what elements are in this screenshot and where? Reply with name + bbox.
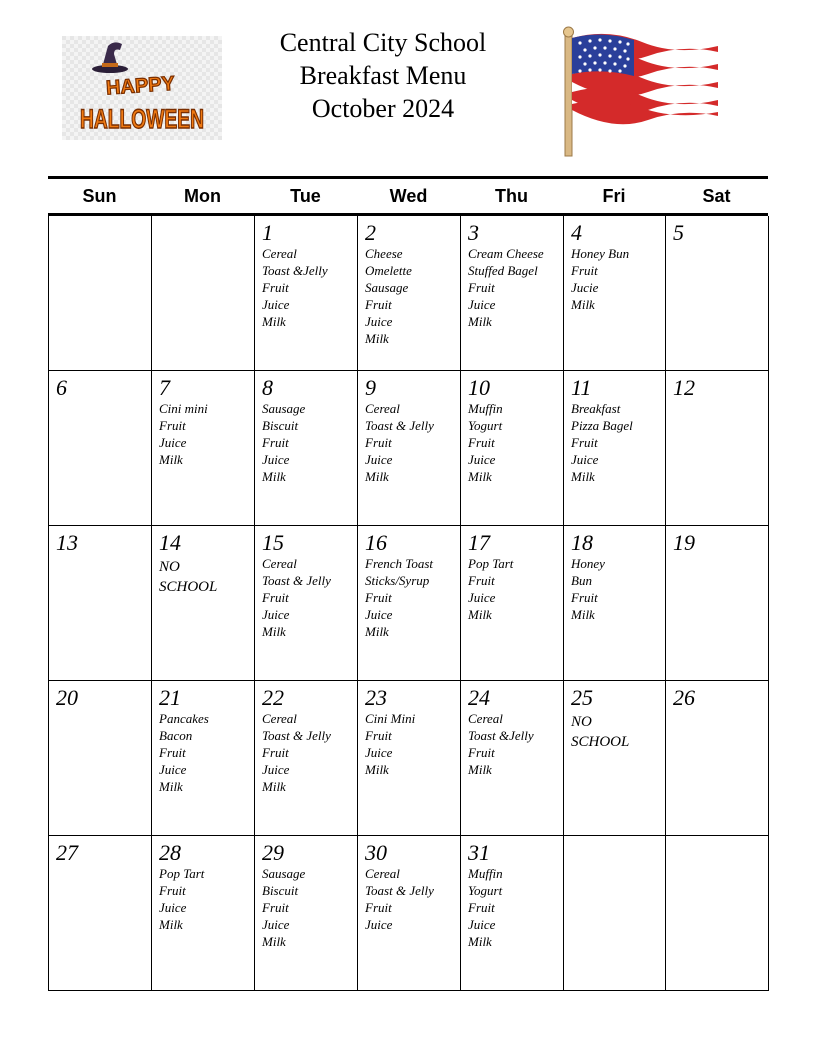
day-number: 11 — [571, 375, 592, 400]
menu-item: French Toast — [365, 556, 434, 571]
menu-item: Juice — [365, 917, 393, 932]
menu-item: Fruit — [468, 280, 495, 295]
menu-item: Cereal — [365, 401, 400, 416]
menu-item: Milk — [262, 469, 286, 484]
calendar-day-cell — [49, 681, 152, 836]
menu-item: Toast &Jelly — [262, 263, 328, 278]
menu-items — [262, 555, 351, 640]
day-number: 6 — [56, 375, 67, 400]
weekday-thu: Thu — [495, 185, 528, 206]
breakfast-calendar — [48, 176, 768, 991]
menu-item: Milk — [159, 779, 183, 794]
menu-items — [159, 710, 248, 795]
day-number: 23 — [365, 685, 387, 710]
menu-item: Juice — [468, 590, 496, 605]
menu-items — [365, 245, 454, 347]
menu-item: Cereal — [468, 711, 503, 726]
menu-item: Fruit — [365, 728, 392, 743]
menu-items — [365, 710, 454, 778]
menu-item: Cini mini — [159, 401, 208, 416]
menu-item: SCHOOL — [159, 579, 218, 595]
menu-item: Fruit — [262, 435, 289, 450]
menu-item: Sticks/Syrup — [365, 573, 430, 588]
menu-item: Toast &Jelly — [468, 728, 534, 743]
menu-item: Fruit — [159, 418, 186, 433]
page-title — [250, 26, 516, 125]
calendar-day-cell — [666, 526, 769, 681]
menu-item: Milk — [262, 314, 286, 329]
menu-item: Milk — [468, 469, 492, 484]
day-number: 26 — [673, 685, 695, 710]
menu-items — [571, 712, 659, 752]
menu-item: Juice — [262, 607, 290, 622]
calendar-day-cell — [152, 371, 255, 526]
calendar-day-cell — [152, 681, 255, 836]
day-number: 3 — [468, 220, 479, 245]
menu-item: Fruit — [365, 900, 392, 915]
calendar-day-cell — [49, 526, 152, 681]
calendar-day-cell — [666, 681, 769, 836]
menu-item: Biscuit — [262, 883, 299, 898]
menu-item: Milk — [159, 917, 183, 932]
title-line-menu: Breakfast Menu — [299, 61, 467, 90]
menu-item: Juice — [365, 607, 393, 622]
title-line-school: Central City School — [279, 28, 487, 57]
menu-item: Toast & Jelly — [365, 418, 434, 433]
menu-items — [571, 400, 659, 485]
day-number: 7 — [159, 375, 170, 400]
menu-item: Juice — [262, 762, 290, 777]
calendar-day-cell — [461, 681, 564, 836]
calendar-day-cell — [255, 526, 358, 681]
menu-items — [159, 400, 248, 468]
menu-item: Toast & Jelly — [365, 883, 434, 898]
menu-item: Fruit — [365, 435, 392, 450]
menu-item: Fruit — [571, 263, 598, 278]
menu-item: Juice — [468, 917, 496, 932]
menu-item: Fruit — [468, 573, 495, 588]
calendar-day-cell — [358, 216, 461, 371]
menu-item: Milk — [468, 762, 492, 777]
menu-item: Juice — [571, 452, 599, 467]
menu-item: Juice — [159, 762, 187, 777]
title-line-month: October 2024 — [311, 94, 455, 123]
menu-item: Bun — [571, 573, 592, 588]
menu-item: Fruit — [571, 435, 598, 450]
menu-item: Fruit — [365, 297, 392, 312]
menu-item: Sausage — [262, 401, 306, 416]
calendar-day-cell — [461, 526, 564, 681]
menu-items — [468, 400, 557, 485]
day-number: 22 — [262, 685, 284, 710]
menu-item: Sausage — [262, 866, 306, 881]
day-number: 9 — [365, 375, 376, 400]
menu-item: Muffin — [468, 866, 503, 881]
menu-item: Fruit — [468, 435, 495, 450]
menu-item: Cheese — [365, 246, 403, 261]
menu-item: Fruit — [262, 280, 289, 295]
day-number: 17 — [468, 530, 490, 555]
day-number: 27 — [56, 840, 78, 865]
day-number: 24 — [468, 685, 490, 710]
menu-item: Juice — [262, 297, 290, 312]
menu-item: Fruit — [468, 900, 495, 915]
menu-items — [468, 710, 557, 778]
menu-items — [159, 865, 248, 933]
menu-items — [159, 557, 248, 597]
calendar-day-cell — [255, 371, 358, 526]
calendar-day-cell — [255, 681, 358, 836]
menu-item: Pizza Bagel — [571, 418, 633, 433]
menu-items — [262, 710, 351, 795]
menu-items — [468, 865, 557, 950]
day-number: 2 — [365, 220, 376, 245]
menu-item: Juice — [262, 917, 290, 932]
menu-item: Yogurt — [468, 418, 503, 433]
menu-item: Bacon — [159, 728, 193, 743]
calendar-day-cell — [358, 681, 461, 836]
menu-item: Muffin — [468, 401, 503, 416]
day-number: 31 — [468, 840, 490, 865]
weekday-fri: Fri — [602, 185, 626, 206]
menu-item: Cereal — [262, 246, 297, 261]
menu-item: Fruit — [365, 590, 392, 605]
menu-item: Pop Tart — [468, 556, 514, 571]
menu-items — [365, 865, 454, 933]
weekday-header-row — [48, 176, 768, 216]
calendar-day-cell — [358, 526, 461, 681]
menu-item: Yogurt — [468, 883, 503, 898]
calendar-empty-cell — [564, 836, 666, 991]
menu-items — [468, 245, 557, 330]
calendar-empty-cell — [49, 216, 152, 371]
menu-item: Juice — [159, 900, 187, 915]
menu-item: Milk — [262, 624, 286, 639]
menu-item: Milk — [262, 934, 286, 949]
menu-item: Milk — [468, 314, 492, 329]
menu-item: Milk — [571, 297, 595, 312]
calendar-day-cell — [461, 836, 564, 991]
weekday-sat: Sat — [702, 185, 731, 206]
menu-item: Cereal — [365, 866, 400, 881]
menu-item: Juice — [262, 452, 290, 467]
calendar-day-cell — [461, 371, 564, 526]
menu-item: Toast & Jelly — [262, 728, 331, 743]
menu-item: Milk — [262, 779, 286, 794]
menu-item: Cereal — [262, 711, 297, 726]
day-number: 13 — [56, 530, 78, 555]
menu-item: Milk — [365, 762, 389, 777]
menu-item: Honey — [571, 556, 605, 571]
menu-item: Fruit — [262, 745, 289, 760]
menu-item: Milk — [571, 607, 595, 622]
menu-item: Fruit — [159, 745, 186, 760]
menu-item: Juice — [365, 745, 393, 760]
calendar-day-cell — [461, 216, 564, 371]
menu-item: Juice — [159, 435, 187, 450]
day-number: 15 — [262, 530, 284, 555]
svg-text:HALLOWEEN: HALLOWEEN — [80, 104, 204, 134]
calendar-day-cell — [564, 371, 666, 526]
day-number: 4 — [571, 220, 582, 245]
menu-item: NO — [159, 559, 180, 575]
calendar-day-cell — [564, 526, 666, 681]
calendar-day-cell — [666, 216, 769, 371]
menu-item: NO — [571, 714, 592, 730]
menu-item: Juice — [365, 314, 393, 329]
menu-item: Fruit — [262, 900, 289, 915]
calendar-day-cell — [564, 681, 666, 836]
day-number: 12 — [673, 375, 695, 400]
menu-item: Juice — [468, 297, 496, 312]
menu-item: Milk — [468, 607, 492, 622]
day-number: 20 — [56, 685, 78, 710]
menu-items — [571, 555, 659, 623]
menu-items — [468, 555, 557, 623]
day-number: 8 — [262, 375, 273, 400]
day-number: 29 — [262, 840, 284, 865]
day-number: 10 — [468, 375, 490, 400]
day-number: 16 — [365, 530, 387, 555]
menu-item: Milk — [365, 624, 389, 639]
calendar-empty-cell — [152, 216, 255, 371]
menu-item: Breakfast — [571, 401, 621, 416]
menu-item: SCHOOL — [571, 734, 630, 750]
calendar-day-cell — [152, 836, 255, 991]
day-number: 30 — [365, 840, 387, 865]
calendar-day-cell — [564, 216, 666, 371]
menu-item: Fruit — [468, 745, 495, 760]
calendar-day-cell — [255, 216, 358, 371]
day-number: 1 — [262, 220, 273, 245]
menu-items — [365, 400, 454, 485]
menu-items — [571, 245, 659, 313]
menu-item: Milk — [571, 469, 595, 484]
menu-item: Pancakes — [159, 711, 209, 726]
calendar-day-cell — [358, 836, 461, 991]
menu-item: Biscuit — [262, 418, 299, 433]
menu-item: Fruit — [262, 590, 289, 605]
calendar-day-cell — [49, 836, 152, 991]
weekday-tue: Tue — [290, 185, 321, 206]
calendar-day-cell — [49, 371, 152, 526]
day-number: 19 — [673, 530, 695, 555]
day-number: 25 — [571, 685, 593, 710]
calendar-day-cell — [255, 836, 358, 991]
menu-items — [262, 865, 351, 950]
weekday-sun: Sun — [82, 185, 117, 206]
menu-item: Milk — [365, 469, 389, 484]
menu-item: Juice — [468, 452, 496, 467]
day-number: 14 — [159, 530, 181, 555]
american-flag-clipart — [552, 26, 720, 158]
menu-item: Cini Mini — [365, 711, 416, 726]
calendar-day-cell — [666, 371, 769, 526]
menu-item: Cream Cheese — [468, 246, 544, 261]
menu-item: Stuffed Bagel — [468, 263, 538, 278]
menu-items — [262, 245, 351, 330]
menu-item: Fruit — [159, 883, 186, 898]
menu-item: Fruit — [571, 590, 598, 605]
weekday-mon: Mon — [184, 185, 221, 206]
calendar-day-cell — [358, 371, 461, 526]
weekday-wed: Wed — [389, 185, 428, 206]
menu-item: Pop Tart — [159, 866, 205, 881]
day-number: 21 — [159, 685, 181, 710]
svg-text:HAPPY: HAPPY — [105, 72, 176, 100]
menu-item: Cereal — [262, 556, 297, 571]
menu-item: Omelette — [365, 263, 412, 278]
menu-items — [262, 400, 351, 485]
menu-item: Milk — [468, 934, 492, 949]
menu-item: Juice — [365, 452, 393, 467]
menu-item: Sausage — [365, 280, 409, 295]
menu-item: Milk — [365, 331, 389, 346]
menu-item: Milk — [159, 452, 183, 467]
day-number: 18 — [571, 530, 593, 555]
menu-items — [365, 555, 454, 640]
day-number: 5 — [673, 220, 684, 245]
menu-item: Honey Bun — [571, 246, 630, 261]
menu-item: Jucie — [571, 280, 599, 295]
day-number: 28 — [159, 840, 181, 865]
calendar-grid — [48, 216, 768, 991]
calendar-empty-cell — [666, 836, 769, 991]
menu-item: Toast & Jelly — [262, 573, 331, 588]
happy-halloween-clipart — [62, 36, 222, 140]
calendar-day-cell — [152, 526, 255, 681]
